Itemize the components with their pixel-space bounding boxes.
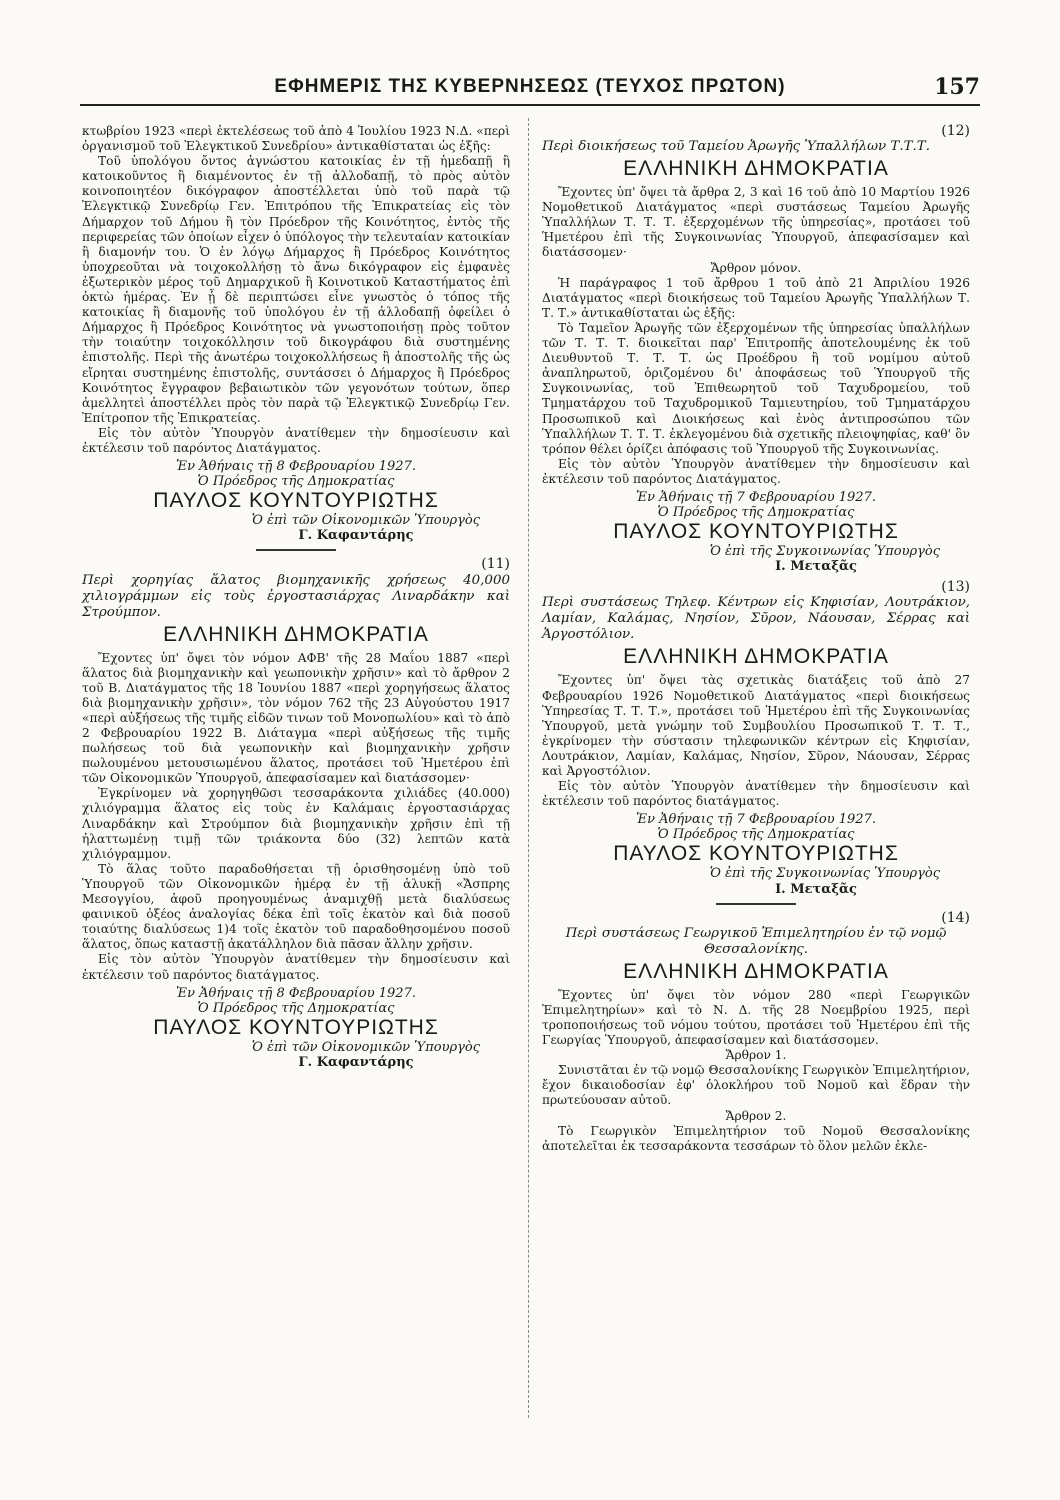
decree-paragraph: Ἔχοντες ὑπ' ὄψει τὸν νόμον ΑΦΒ' τῆς 28 Μαΐου 1887 «περὶ ἅλατος διὰ βιομηχανικὴν καὶ γεωπονικὴν χρῆσιν» καὶ τὸ ἄρθρον 2 τοῦ Β. Διατάγματος τῆς 18 Ἰουνίου 1887 «περὶ χορηγήσεως ἅλατος διὰ βιομηχανικὴν χρῆσιν», τὸν νόμον 762 τῆς 23 Αὐγούστου 1917 «περὶ αὐξήσεως τῆς τιμῆς εἰδῶν τινων τοῦ Μονοπωλίου» καὶ τὸ ἀπὸ 2 Φεβρουαρίου 1922 Β. Διάταγμα «περὶ αὐξήσεως τῆς τιμῆς πωλήσεως τοῦ διὰ γεωπονικὴν καὶ βιομηχανικὴν χρῆσιν πωλουμένου μετουσιωμένου ἅλατος, προτάσει τοῦ Ἡμετέρου ἐπὶ τῶν Οἰκονομικῶν Ὑπουργοῦ, ἀπεφασίσαμεν καὶ διατάσσομεν· — [82, 650, 510, 786]
decree-paragraph: Ἔχοντες ὑπ' ὄψει τὸν νόμον 280 «περὶ Γεωργικῶν Ἐπιμελητηρίων» καὶ τὸ Ν. Δ. τῆς 28 Νοεμβρίου 1925, περὶ τροποποιήσεως τοῦ νόμου τούτου, προτάσει τοῦ Ἡμετέρου ἐπὶ τῆς Γεωργίας Ὑπουργοῦ, ἀπεφασίσαμεν καὶ διατάσσομεν. — [542, 987, 970, 1048]
column-divider — [528, 118, 530, 1418]
minister-name: Γ. Καφαντάρης — [298, 528, 414, 544]
decree-paragraph: Τὸ ἅλας τοῦτο παραδοθήσεται τῇ ὁρισθησομένῃ ὑπὸ τοῦ Ὑπουργοῦ τῶν Οἰκονομικῶν ἡμέρᾳ ἐν τῇ ἁλυκῇ «Ἄσπρης Μεσογγίου, ἀφοῦ προηγουμένως ἀναμιχθῇ μετὰ διαλύσεως φαινικοῦ ὀξέος ἀναλογίας δέκα ἐπὶ τοῖς ἑκατὸν καὶ διὰ ποσοῦ τοιαύτης διαλύσεως 1)4 τοῖς ἑκατὸν τοῦ παραδοθησομένου ποσοῦ ἅλατος, ὅπως καταστῇ ἀκατάλληλον διὰ πᾶσαν ἄλλην χρῆσιν. — [82, 861, 510, 952]
president-title: Ὁ Πρόεδρος τῆς Δημοκρατίας — [197, 1000, 395, 1016]
decree-number: (11) — [481, 556, 510, 573]
decree-subject: Περὶ διοικήσεως τοῦ Ταμείου Ἀρωγῆς Ὑπαλλήλων Τ.Τ.Τ. — [542, 139, 930, 155]
decree-subject: Περὶ συστάσεως Τηλεφ. Κέντρων εἰς Κηφισίαν, Λουτράκιον, Λαμίαν, Καλάμας, Νησίον, Σῦρον, Νάουσαν, Σέρρας καὶ Ἀργοστόλιον. — [542, 595, 970, 643]
section-rule — [716, 903, 796, 905]
page-number: 157 — [934, 74, 980, 100]
minister-title: Ὁ ἐπὶ τῆς Συγκοινωνίας Ὑπουργὸς — [709, 544, 940, 560]
president-title: Ὁ Πρόεδρος τῆς Δημοκρατίας — [197, 474, 395, 490]
article-heading: Ἄρθρον 2. — [725, 1108, 787, 1123]
president-name: ΠΑΥΛΟΣ ΚΟΥΝΤΟΥΡΙΩΤΗΣ — [613, 520, 899, 544]
decree-date: Ἐν Ἀθήναις τῇ 7 Φεβρουαρίου 1927. — [636, 489, 876, 505]
president-name: ΠΑΥΛΟΣ ΚΟΥΝΤΟΥΡΙΩΤΗΣ — [153, 489, 439, 513]
decree-date: Ἐν Ἀθήναις τῇ 8 Φεβρουαρίου 1927. — [176, 985, 416, 1001]
decree-subject: Περὶ συστάσεως Γεωργικοῦ Ἐπιμελητηρίου ἐν τῷ νομῷ Θεσσαλονίκης. — [565, 925, 947, 957]
president-title: Ὁ Πρόεδρος τῆς Δημοκρατίας — [657, 827, 855, 843]
minister-name: Ι. Μεταξᾶς — [775, 881, 857, 897]
minister-title: Ὁ ἐπὶ τῶν Οἰκονομικῶν Ὑπουργὸς — [251, 513, 480, 529]
minister-title: Ὁ ἐπὶ τῆς Συγκοινωνίας Ὑπουργὸς — [709, 866, 940, 882]
page-header — [80, 74, 980, 106]
article-heading: Ἄρθρον μόνον. — [710, 260, 802, 275]
decree-number: (12) — [941, 123, 970, 139]
gazette-title: ΕΦΗΜΕΡΙΣ ΤΗΣ ΚΥΒΕΡΝΗΣΕΩΣ (ΤΕΥΧΟΣ ΠΡΩΤΟΝ) — [274, 76, 786, 97]
decree-paragraph: Εἰς τὸν αὐτὸν Ὑπουργὸν ἀνατίθεμεν τὴν δημοσίευσιν καὶ ἐκτέλεσιν τοῦ παρόντος διατάγματος. — [542, 779, 970, 809]
president-title: Ὁ Πρόεδρος τῆς Δημοκρατίας — [657, 505, 855, 521]
minister-title: Ὁ ἐπὶ τῶν Οἰκονομικῶν Ὑπουργὸς — [251, 1039, 480, 1055]
continuation-paragraph: Εἰς τὸν αὐτὸν Ὑπουργὸν ἀνατίθεμεν τὴν δημοσίευσιν καὶ ἐκτέλεσιν τοῦ παρόντος Διατάγματος. — [82, 425, 510, 455]
minister-name: Γ. Καφαντάρης — [298, 1054, 414, 1070]
decree-paragraph: Ἔχοντες ὑπ' ὄψει τὰς σχετικὰς διατάξεις τοῦ ἀπὸ 27 Φεβρουαρίου 1926 Νομοθετικοῦ Διατάγματος «περὶ διοικήσεως Ὑπηρεσίας Τ. Τ. Τ.», προτάσει τοῦ Ἡμετέρου ἐπὶ τῆς Συγκοινωνίας Ὑπουργοῦ, μετὰ γνώμην τοῦ Συμβουλίου Προσωπικοῦ Τ. Τ. Τ., ἐγκρίνομεν τὴν σύστασιν τηλεφωνικῶν κέντρων εἰς Κηφισίαν, Λουτράκιον, Λαμίαν, Καλάμας, Νησίον, Σῦρον, Νάουσαν, Σέρρας καὶ Ἀργοστόλιον. — [542, 673, 970, 778]
decree-paragraph: Τὸ Γεωργικὸν Ἐπιμελητήριον τοῦ Νομοῦ Θεσσαλονίκης ἀποτελεῖται ἐκ τεσσαράκοντα τεσσάρων τὸ ὅλον μελῶν ἐκλε- — [542, 1123, 970, 1153]
republic-heading: ΕΛΛΗΝΙΚΗ ΔΗΜΟΚΡΑΤΙΑ — [623, 645, 889, 669]
decree-paragraph: Ἔχοντες ὑπ' ὄψει τὰ ἄρθρα 2, 3 καὶ 16 τοῦ ἀπὸ 10 Μαρτίου 1926 Νομοθετικοῦ Διατάγματος «περὶ συστάσεως Ταμείου Ἀρωγῆς Ὑπαλλήλων Τ. Τ. Τ. ἐξερχομένων τῆς ὑπηρεσίας», προτάσει τοῦ Ἡμετέρου ἐπὶ τῆς Συγκοινωνίας Ὑπουργοῦ, ἀπεφασίσαμεν καὶ διατάσσομεν· — [542, 185, 970, 260]
president-name: ΠΑΥΛΟΣ ΚΟΥΝΤΟΥΡΙΩΤΗΣ — [153, 1015, 439, 1039]
decree-paragraph: Ἐγκρίνομεν νὰ χορηγηθῶσι τεσσαράκοντα χιλιάδες (40.000) χιλιόγραμμα ἅλατος εἰς τοὺς ἐν Καλάμαις ἐργοστασιάρχας Λιναρδάκην καὶ Στρούμπον διὰ βιομηχανικὴν χρῆσιν ἐπὶ τῇ ἠλαττωμένῃ τιμῇ τῶν τριάκοντα δύο (32) λεπτῶν κατὰ χιλιόγραμμον. — [82, 786, 510, 861]
decree-number: (14) — [941, 909, 970, 926]
president-name: ΠΑΥΛΟΣ ΚΟΥΝΤΟΥΡΙΩΤΗΣ — [613, 842, 899, 866]
republic-heading: ΕΛΛΗΝΙΚΗ ΔΗΜΟΚΡΑΤΙΑ — [623, 157, 889, 181]
decree-paragraph: Εἰς τὸν αὐτὸν Ὑπουργὸν ἀνατίθεμεν τὴν δημοσίευσιν καὶ ἐκτέλεσιν τοῦ παρόντος Διατάγματος. — [542, 456, 970, 486]
republic-heading: ΕΛΛΗΝΙΚΗ ΔΗΜΟΚΡΑΤΙΑ — [623, 959, 889, 983]
decree-subject: Περὶ χορηγίας ἅλατος βιομηχανικῆς χρήσεως 40,000 χιλιογράμμων εἰς τοὺς ἐργοστασιάρχας Λιναρδάκην καὶ Στρούμπον. — [82, 572, 510, 620]
minister-name: Ι. Μεταξᾶς — [775, 559, 857, 575]
republic-heading: ΕΛΛΗΝΙΚΗ ΔΗΜΟΚΡΑΤΙΑ — [163, 622, 429, 646]
continuation-paragraph: Τοῦ ὑπολόγου ὄντος ἀγνώστου κατοικίας ἐν τῇ ἡμεδαπῇ ἢ κατοικοῦντος ἢ διαμένοντος ἐν τῇ ἀλλοδαπῇ, τὸ πρὸς αὐτὸν κοινοποιητέον δικόγραφον ἀποστέλλεται ὑπὸ τοῦ παρὰ τῷ Ἐλεγκτικῷ Συνεδρίῳ Γεν. Ἐπιτρόπου τῆς Ἐπικρατείας εἰς τὸν Δήμαρχον τοῦ Δήμου ἢ τὸν Πρόεδρον τῆς Κοινότητος, ἐντὸς τῆς περιφερείας τῶν ὁποίων εἶχεν ὁ ὑπόλογος τὴν τελευταίαν κατοικίαν ἢ διαμονήν του. Ὁ ἐν λόγῳ Δήμαρχος ἢ Πρόεδρος Κοινότητος ὑποχρεοῦται νὰ τοιχοκολλήσῃ τὸ ἄνω δικόγραφον εἰς ἐμφανὲς ἐξωτερικὸν μέρος τοῦ Δημαρχικοῦ ἢ Κοινοτικοῦ Καταστήματος ἐπὶ ὀκτὼ ἡμέρας. Ἐν ᾗ δὲ περιπτώσει εἶνε γνωστὸς ὁ τόπος τῆς κατοικίας ἢ διαμονῆς τοῦ ὑπολόγου ἐν τῇ ἀλλοδαπῇ ὀφείλει ὁ Δήμαρχος ἢ Πρόεδρος Κοινότητος νὰ γνωστοποιήσῃ πρὸς τοῦτον τὴν τοιαύτην τοιχοκόλλησιν τοῦ δικογράφου διὰ συστημένης ἐπιστολῆς. Περὶ τῆς ἀνωτέρω τοιχοκολλήσεως ἢ ἀποστολῆς τῆς ὡς εἴρηται συστημένης ἐπιστολῆς, συντάσσει ὁ Δήμαρχος ἢ Πρόεδρος Κοινότητος ἔγγραφον βεβαιωτικὸν τῶν γεγονότων τούτων, ὅπερ ἀμελλητεὶ ἀποστέλλει πρὸς τὸν παρὰ τῷ Ἐλεγκτικῷ Συνεδρίῳ Γεν. Ἐπίτροπον τῆς Ἐπικρατείας. — [82, 154, 510, 425]
decree-paragraph: Εἰς τὸν αὐτὸν Ὑπουργὸν ἀνατίθεμεν τὴν δημοσίευσιν καὶ ἐκτέλεσιν τοῦ παρόντος διατάγματος. — [82, 952, 510, 982]
right-column — [542, 124, 970, 1154]
continuation-paragraph: κτωβρίου 1923 «περὶ ἐκτελέσεως τοῦ ἀπὸ 4 Ἰουλίου 1923 Ν.Δ. «περὶ ὀργανισμοῦ τοῦ Ἐλεγκτικοῦ Συνεδρίου» ἀντικαθίσταται ὡς ἑξῆς: — [82, 124, 510, 154]
decree-date: Ἐν Ἀθήναις τῇ 7 Φεβρουαρίου 1927. — [636, 812, 876, 828]
article-heading: Ἄρθρον 1. — [725, 1048, 787, 1063]
section-rule — [256, 549, 336, 551]
decree-number: (13) — [941, 579, 970, 596]
decree-paragraph: Συνιστᾶται ἐν τῷ νομῷ Θεσσαλονίκης Γεωργικὸν Ἐπιμελητήριον, ἔχον δικαιοδοσίαν ἐφ' ὁλοκλήρου τοῦ Νομοῦ καὶ ἕδραν τὴν πρωτεύουσαν αὐτοῦ. — [542, 1063, 970, 1108]
left-column — [82, 124, 510, 1070]
decree-date: Ἐν Ἀθήναις τῇ 8 Φεβρουαρίου 1927. — [176, 459, 416, 475]
decree-paragraph: Ἡ παράγραφος 1 τοῦ ἄρθρου 1 τοῦ ἀπὸ 21 Ἀπριλίου 1926 Διατάγματος «περὶ διοικήσεως τοῦ Ταμείου Ἀρωγῆς Ὑπαλλήλων Τ. Τ. Τ.» ἀντικαθίσταται ὡς ἑξῆς: — [542, 275, 970, 320]
decree-paragraph: Τὸ Ταμεῖον Ἀρωγῆς τῶν ἐξερχομένων τῆς ὑπηρεσίας ὑπαλλήλων τῶν Τ. Τ. Τ. διοικεῖται παρ' Ἐπιτροπῆς ἀποτελουμένης ἐκ τοῦ Διευθυντοῦ Τ. Τ. Τ. ὡς Προέδρου ἢ τοῦ νομίμου αὐτοῦ ἀναπληρωτοῦ, ὁριζομένου δι' ἀποφάσεως τοῦ Ὑπουργοῦ τῆς Συγκοινωνίας, τοῦ Ἐπιθεωρητοῦ τοῦ Ταχυδρομείου, τοῦ Τμηματάρχου τοῦ Ταχυδρομικοῦ Ταμιευτηρίου, τοῦ Τμηματάρχου Προσωπικοῦ καὶ Διοικήσεως καὶ ἑνὸς ἀντιπροσώπου τῶν Ὑπαλλήλων Τ. Τ. Τ. ἐκλεγομένου διὰ σχετικῆς πλειοψηφίας, καθ' ὃν τρόπον θέλει ὁρίζει ἀπόφασις τοῦ Ὑπουργοῦ τῆς Συγκοινωνίας. — [542, 320, 970, 456]
